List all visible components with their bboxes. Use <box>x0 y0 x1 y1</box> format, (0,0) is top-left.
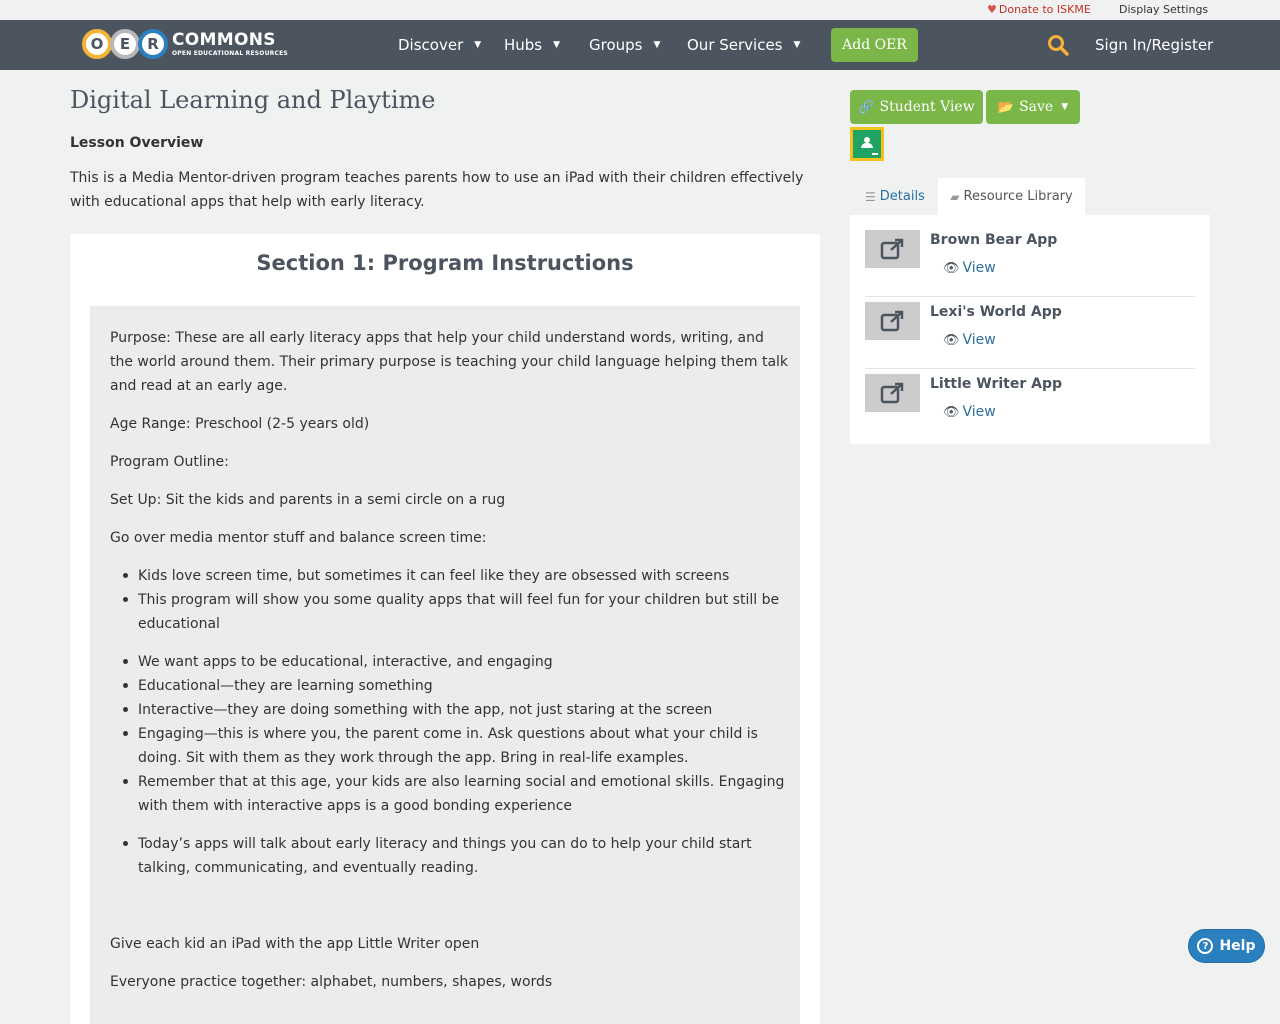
student-view-label: Student View <box>879 99 975 115</box>
folder-open-icon: 📂 <box>997 99 1015 115</box>
save-label: Save <box>1019 99 1054 115</box>
logo-letter-o: O <box>82 29 112 59</box>
utility-bar <box>0 0 1280 20</box>
eye-icon: 👁 <box>943 404 960 420</box>
resource-title-brown-bear[interactable]: Brown Bear App <box>930 232 1058 248</box>
logo-wordmark <box>172 29 288 57</box>
student-view-button[interactable] <box>850 90 983 124</box>
add-oer-button[interactable]: Add OER <box>831 28 918 62</box>
resource-title-little-writer[interactable]: Little Writer App <box>930 376 1063 392</box>
question-icon: ? <box>1197 938 1213 954</box>
resource-view-link[interactable] <box>943 332 996 348</box>
nav-groups-label: Groups <box>589 36 643 54</box>
help-label: Help <box>1219 938 1256 954</box>
view-label: View <box>962 260 996 276</box>
nav-hubs-label: Hubs <box>504 36 543 54</box>
save-button[interactable] <box>986 90 1080 124</box>
search-icon[interactable] <box>1047 34 1069 56</box>
main-navbar <box>0 20 1280 70</box>
tab-resource-library[interactable] <box>938 178 1085 215</box>
list-item: Engaging—this is where you, the parent come in. Ask questions about what your child is doing. Sit with them as they work through the app. Bring in real-life examples. <box>138 722 788 770</box>
tab-details-label: Details <box>879 189 925 204</box>
google-classroom-icon <box>853 130 881 158</box>
book-icon: ▰ <box>950 189 960 204</box>
go-over-text: Go over media mentor stuff and balance screen time: <box>110 530 487 546</box>
nav-groups[interactable] <box>589 36 660 54</box>
eye-icon: 👁 <box>943 260 960 276</box>
chevron-down-icon: ▼ <box>653 40 661 50</box>
lesson-overview-label: Lesson Overview <box>70 135 204 151</box>
setup-text: Set Up: Sit the kids and parents in a semi circle on a rug <box>110 492 506 508</box>
list-item: Interactive—they are doing something with the app, not just staring at the screen <box>138 698 788 722</box>
resource-view-link[interactable] <box>943 260 996 276</box>
nav-discover-label: Discover <box>398 36 464 54</box>
logo-letter-e: E <box>110 29 140 59</box>
nav-our-services-label: Our Services <box>687 36 783 54</box>
external-link-thumbnail[interactable] <box>865 302 920 340</box>
practice-text: Everyone practice together: alphabet, numbers, shapes, words <box>110 974 553 990</box>
age-range-text: Age Range: Preschool (2-5 years old) <box>110 416 370 432</box>
link-icon: 🔗 <box>858 99 875 115</box>
list-item: Kids love screen time, but sometimes it can feel like they are obsessed with screens <box>138 564 788 588</box>
external-link-icon <box>880 238 906 260</box>
external-link-icon <box>880 310 906 332</box>
sign-in-register-link[interactable]: Sign In/Register <box>1095 36 1214 54</box>
nav-discover[interactable] <box>398 36 481 54</box>
nav-our-services[interactable] <box>687 36 800 54</box>
chevron-down-icon: ▼ <box>793 40 801 50</box>
google-classroom-share-button[interactable] <box>850 127 884 161</box>
give-ipad-text: Give each kid an iPad with the app Little Writer open <box>110 936 480 952</box>
view-label: View <box>962 404 996 420</box>
logo-letter-r: R <box>138 29 168 59</box>
lesson-overview-text: This is a Media Mentor-driven program teaches parents how to use an iPad with their children effectively with educational apps that help with early literacy. <box>70 170 804 210</box>
external-link-thumbnail[interactable] <box>865 230 920 268</box>
purpose-text: Purpose: These are all early literacy apps that help your child understand words, writing, and the world around them. Their primary purpose is teaching your child language helping them talk and read at an early age. <box>110 330 789 394</box>
donate-label: Donate to ISKME <box>998 3 1091 16</box>
display-settings-link[interactable]: Display Settings <box>1119 3 1209 16</box>
list-item: We want apps to be educational, interactive, and engaging <box>138 650 788 674</box>
help-button[interactable] <box>1188 929 1265 963</box>
view-label: View <box>962 332 996 348</box>
logo-name: COMMONS <box>172 29 276 50</box>
list-item: This program will show you some quality apps that will feel fun for your children but still be educational <box>138 588 788 636</box>
tab-details[interactable] <box>865 178 925 215</box>
donate-link[interactable] <box>987 3 1091 16</box>
program-outline-text: Program Outline: <box>110 454 229 470</box>
resource-view-link[interactable] <box>943 404 996 420</box>
oer-commons-logo[interactable] <box>82 26 288 62</box>
divider <box>865 296 1195 297</box>
caret-down-icon: ▼ <box>1061 102 1069 112</box>
tab-resource-library-label: Resource Library <box>963 189 1073 204</box>
logo-tagline: OPEN EDUCATIONAL RESOURCES <box>172 49 288 57</box>
list-item: Educational—they are learning something <box>138 674 788 698</box>
page-title: Digital Learning and Playtime <box>70 86 436 114</box>
section-title: Section 1: Program Instructions <box>256 251 634 275</box>
chevron-down-icon: ▼ <box>474 40 482 50</box>
resource-title-lexis-world[interactable]: Lexi's World App <box>930 304 1062 320</box>
heart-icon: ♥ <box>987 3 997 16</box>
list-item: Today’s apps will talk about early literacy and things you can do to help your child start talking, communicating, and eventually reading. <box>138 832 788 880</box>
list-icon: ☰ <box>865 189 876 204</box>
chevron-down-icon: ▼ <box>553 40 561 50</box>
eye-icon: 👁 <box>943 332 960 348</box>
divider <box>865 368 1195 369</box>
nav-hubs[interactable] <box>504 36 560 54</box>
external-link-icon <box>880 382 906 404</box>
external-link-thumbnail[interactable] <box>865 374 920 412</box>
list-item: Remember that at this age, your kids are also learning social and emotional skills. Engaging with them with interactive apps is a good bonding experience <box>138 770 788 818</box>
